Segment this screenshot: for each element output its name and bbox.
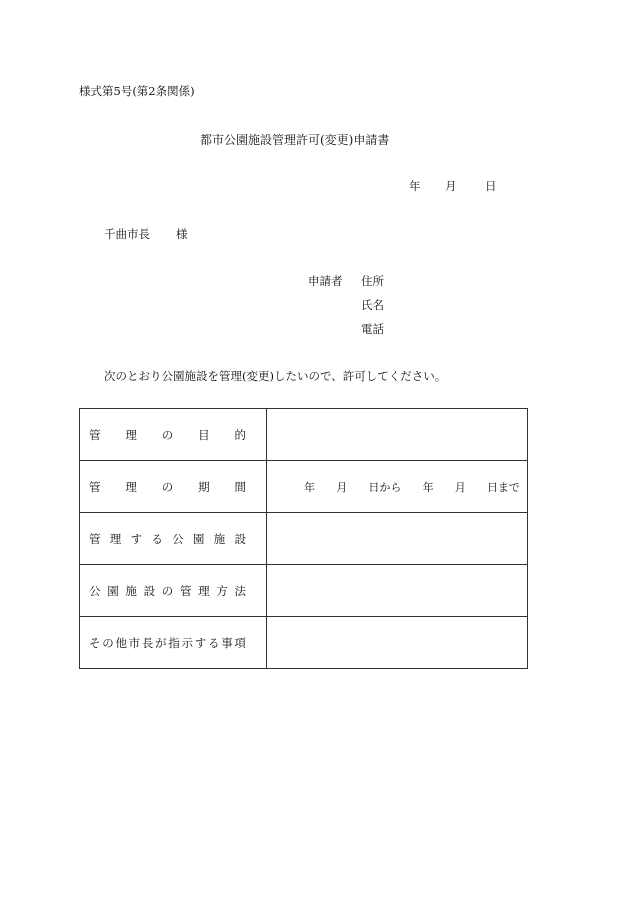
row-label-char: 設 [143,583,156,598]
row-label-other [80,617,267,669]
period-day-to: 日まで [486,480,520,494]
row-label-char: 施 [213,531,226,546]
row-label-char: の [102,635,114,650]
row-label-char: 法 [234,583,246,598]
row-label-char: の [161,583,174,598]
row-label-char: そ [89,635,101,650]
row-label-char: 設 [234,531,246,546]
addressee [104,226,188,242]
row-label-char: 管 [89,479,101,494]
row-label-method [80,565,267,617]
addressee-honorific: 様 [176,227,188,241]
row-label-period [80,461,267,513]
period-year-from: 年 [304,480,315,494]
row-label-char: 園 [192,531,205,546]
row-label-char: 長 [141,635,154,650]
table-row [80,409,528,461]
row-label-char: 期 [198,479,210,494]
row-label-char: 的 [234,427,246,442]
period-line [267,479,527,495]
row-label-char: 目 [198,427,210,442]
date-year: 年 [409,179,421,193]
purpose-value-field[interactable] [267,409,528,461]
row-label-char: 指 [168,635,180,650]
application-table [79,408,528,669]
form-number: 様式第5号(第2条関係) [79,84,195,98]
table-row [80,617,528,669]
date-day: 日 [485,179,497,193]
row-label-char: 理 [109,531,122,546]
row-label-char: 園 [107,583,119,598]
row-label-char: す [194,635,207,650]
period-month-to: 月 [454,480,466,494]
period-day-from: 日から [368,480,402,494]
row-label-facility [80,513,267,565]
row-label-char: が [155,635,167,650]
row-label-char: る [151,531,163,546]
row-label-char: 公 [89,583,101,598]
period-value-field[interactable] [267,461,528,513]
row-label-char: 示 [181,635,194,650]
row-label-char: 事 [221,635,233,650]
row-label-char: 間 [234,479,246,494]
period-year-to: 年 [422,480,434,494]
row-label-char: 方 [216,583,228,598]
row-label-char: 理 [198,583,210,598]
row-label-char: 理 [125,427,137,442]
addressee-name: 千曲市長 [104,227,150,241]
row-label-char: 管 [89,531,101,546]
applicant-phone-label: 電話 [361,322,384,336]
row-label-char: 理 [125,479,137,494]
document-title: 都市公園施設管理許可(変更)申請書 [200,133,390,147]
row-label-char: の [161,479,174,494]
applicant-name-label: 氏名 [361,298,384,312]
table-row [80,513,528,565]
row-label-char: 施 [125,583,137,598]
period-month-from: 月 [336,480,348,494]
row-label-char: 管 [179,583,192,598]
row-label-char: 公 [172,531,184,546]
table-row [80,565,528,617]
facility-value-field[interactable] [267,513,528,565]
row-label-char: 他 [115,635,127,650]
row-label-char: す [130,531,143,546]
other-value-field[interactable] [267,617,528,669]
table-row [80,461,528,513]
request-text: 次のとおり公園施設を管理(変更)したいので、許可してください。 [104,369,447,383]
row-label-char: 管 [89,427,101,442]
row-label-char: 項 [234,635,246,650]
row-label-purpose [80,409,267,461]
applicant-address-label: 住所 [361,274,384,288]
date-line [409,178,497,194]
row-label-char: の [161,427,174,442]
row-label-char: る [207,635,220,650]
applicant-label: 申請者 [308,274,343,288]
method-value-field[interactable] [267,565,528,617]
date-month: 月 [445,179,457,193]
row-label-char: 市 [128,635,141,650]
